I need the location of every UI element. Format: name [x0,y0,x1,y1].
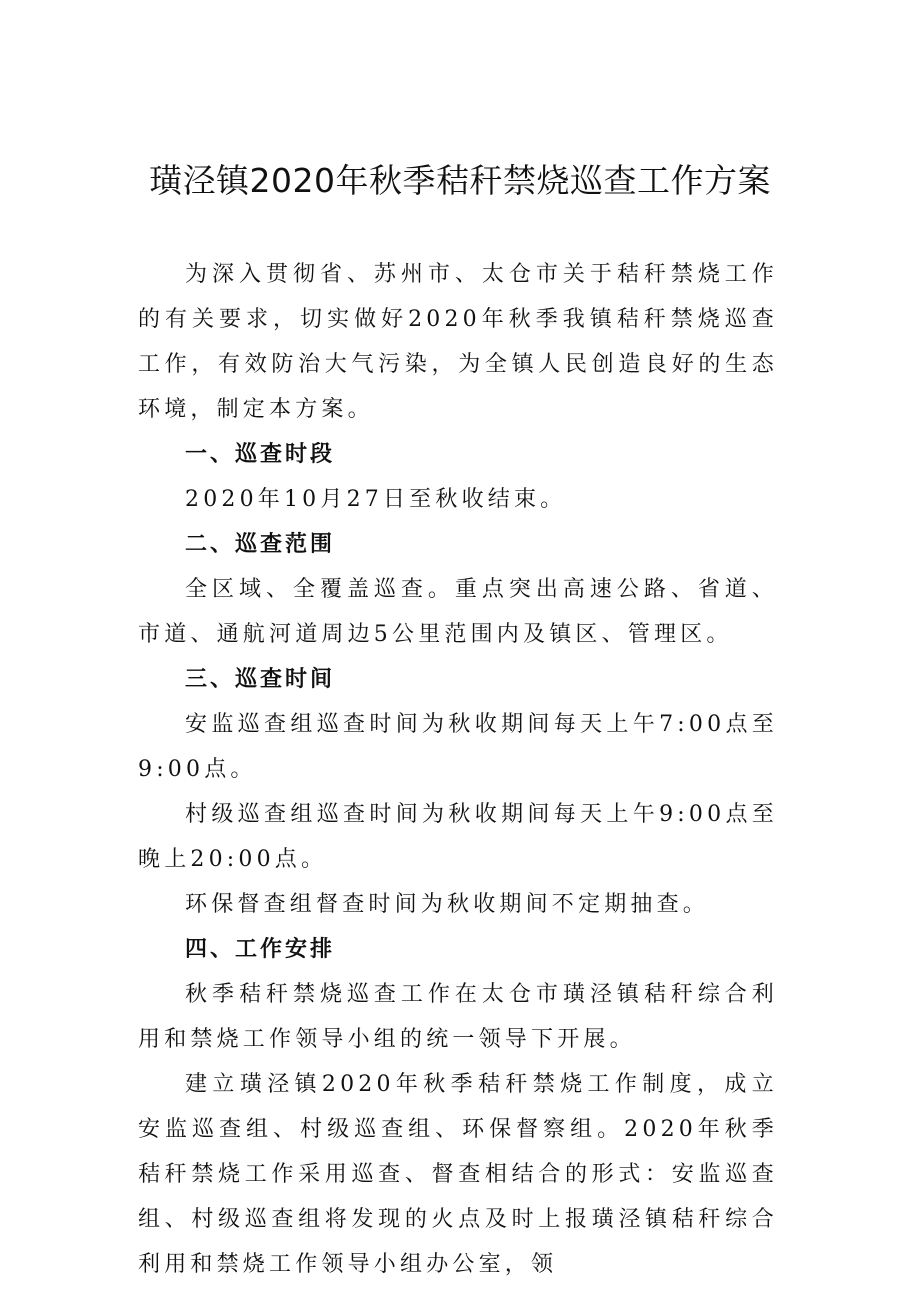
section-paragraph: 村级巡查组巡查时间为秋收期间每天上午9:00点至晚上20:00点。 [138,802,778,872]
section-paragraph: 安监巡查组巡查时间为秋收期间每天上午7:00点至9:00点。 [138,712,778,782]
section-paragraph: 环保督查组督查时间为秋收期间不定期抽查。 [185,892,710,917]
section-heading-work-arrangement: 四、工作安排 [185,937,336,962]
document-body [138,252,778,1287]
document-title: 璜泾镇2020年秋季秸秆禁烧巡查工作方案 [149,161,771,200]
section-paragraph: 建立璜泾镇2020年秋季秸秆禁烧工作制度，成立安监巡查组、村级巡查组、环保督察组。2020年秋季秸秆禁烧工作采用巡查、督查相结合的形式：安监巡查组、村级巡查组将发现的火点及时上报璜泾镇秸秆综合利用和禁烧工作领导小组办公室，领 [138,1072,778,1277]
section-paragraph: 全区域、全覆盖巡查。重点突出高速公路、省道、市道、通航河道周边5公里范围内及镇区、管理区。 [138,577,778,647]
section-heading-patrol-hours: 三、巡查时间 [185,667,336,692]
section-paragraph: 秋季秸秆禁烧巡查工作在太仓市璜泾镇秸秆综合利用和禁烧工作领导小组的统一领导下开展。 [138,982,778,1052]
section-heading-patrol-scope: 二、巡查范围 [185,532,336,557]
intro-paragraph: 为深入贯彻省、苏州市、太仓市关于秸秆禁烧工作的有关要求，切实做好2020年秋季我镇秸秆禁烧巡查工作，有效防治大气污染，为全镇人民创造良好的生态环境，制定本方案。 [138,262,778,422]
section-paragraph: 2020年10月27日至秋收结束。 [185,487,567,512]
section-heading-patrol-period: 一、巡查时段 [185,442,336,467]
